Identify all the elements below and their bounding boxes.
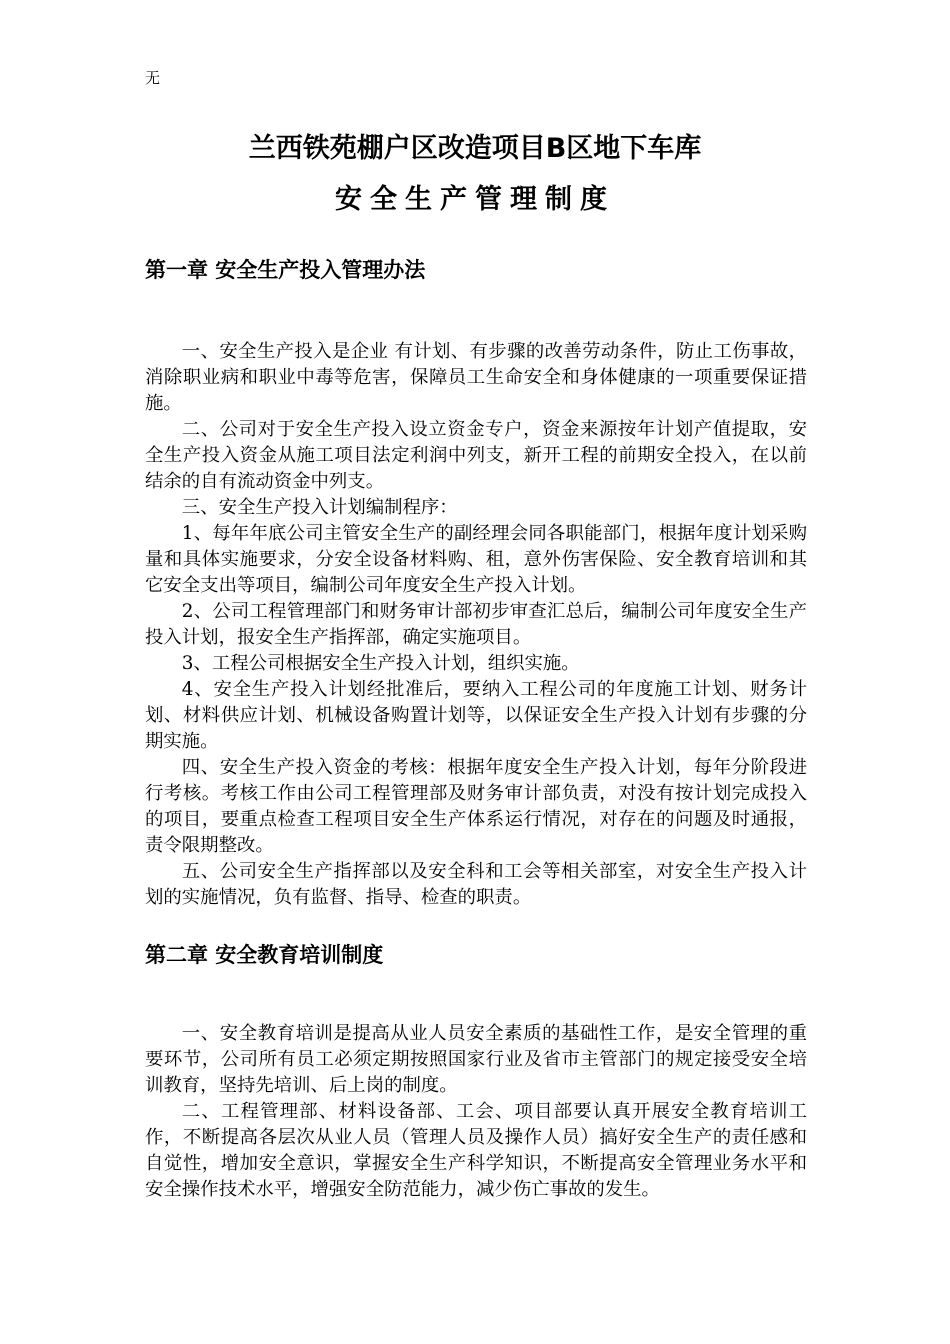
- paragraph: 二、公司对于安全生产投入设立资金专户，资金来源按年计划产值提取，安全生产投入资金从施工项目法定利润中列支，新开工程的前期安全投入，在以前结余的自有流动资金中列支。: [145, 419, 807, 492]
- chapter-heading: 第一章 安全生产投入管理办法: [145, 258, 426, 282]
- paragraph: 三、安全生产投入计划编制程序：: [181, 497, 458, 518]
- paragraph: 一、安全教育培训是提高从业人员安全素质的基础性工作，是安全管理的重要环节，公司所有员工必须定期按照国家行业及省市主管部门的规定接受安全培训教育，坚持先培训、后上岗的制度。: [145, 1023, 807, 1096]
- chapter-body: [145, 339, 807, 911]
- chapter-heading: 第二章 安全教育培训制度: [145, 943, 384, 967]
- paragraph: 2、公司工程管理部门和财务审计部初步审查汇总后，编制公司年度安全生产投入计划，报安全生产指挥部，确定实施项目。: [145, 601, 807, 648]
- paragraph: 一、安全生产投入是企业 有计划、有步骤的改善劳动条件，防止工伤事故，消除职业病和职业中毒等危害，保障员工生命安全和身体健康的一项重要保证措施。: [145, 341, 807, 414]
- document-title: 兰西铁苑棚户区改造项目B区地下车库: [248, 133, 702, 164]
- paragraph: 五、公司安全生产指挥部以及安全科和工会等相关部室，对安全生产投入计划的实施情况，负有监督、指导、检查的职责。: [145, 861, 807, 908]
- paragraph: 四、安全生产投入资金的考核：根据年度安全生产投入计划，每年分阶段进行考核。考核工作由公司工程管理部及财务审计部负责，对没有按计划完成投入的项目，要重点检查工程项目安全生产体系运行情况，对存在的问题及时通报，责令限期整改。: [145, 757, 807, 856]
- paragraph: 1、每年年底公司主管安全生产的副经理会同各职能部门，根据年度计划采购量和具体实施要求，分安全设备材料购、租，意外伤害保险、安全教育培训和其它安全支出等项目，编制公司年度安全生产投入计划。: [145, 523, 807, 596]
- paragraph: 二、工程管理部、材料设备部、工会、项目部要认真开展安全教育培训工作，不断提高各层次从业人员（管理人员及操作人员）搞好安全生产的责任感和自觉性，增加安全意识，掌握安全生产科学知识，不断提高安全管理业务水平和安全操作技术水平，增强安全防范能力，减少伤亡事故的发生。: [145, 1101, 807, 1200]
- chapter-body: [145, 1021, 807, 1203]
- document-subtitle: 安全生产管理制度: [335, 184, 615, 215]
- header-note: 无: [145, 69, 161, 87]
- paragraph: 4、安全生产投入计划经批准后，要纳入工程公司的年度施工计划、财务计划、材料供应计划、机械设备购置计划等，以保证安全生产投入计划有步骤的分期实施。: [145, 679, 807, 752]
- paragraph: 3、工程公司根据安全生产投入计划，组织实施。: [181, 653, 580, 674]
